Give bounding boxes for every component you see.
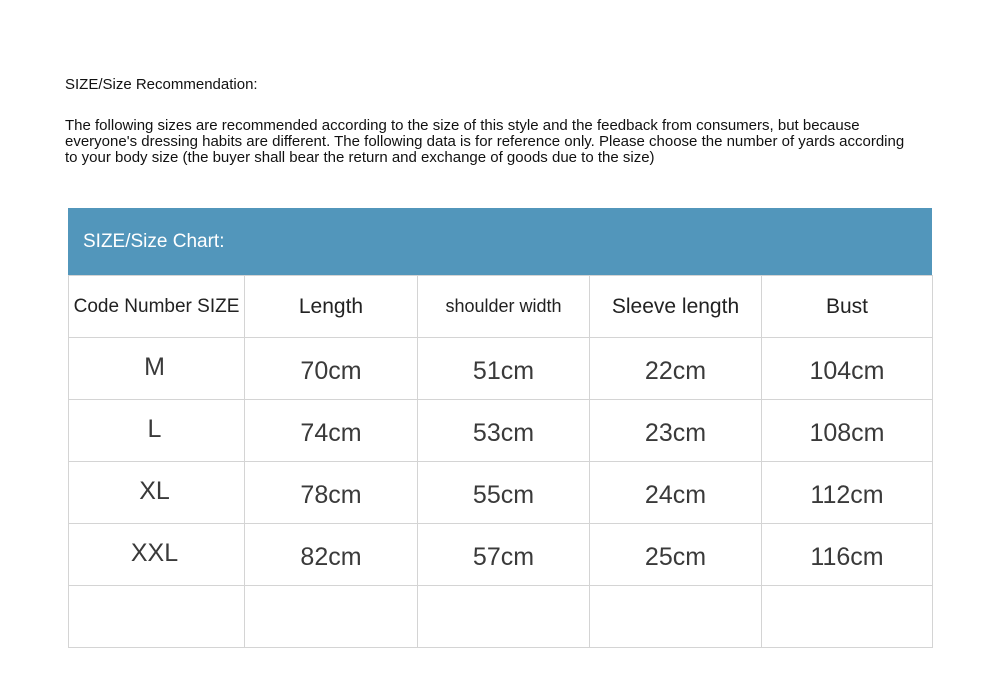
bust-cell [762,462,933,524]
shoulder-width-cell [418,400,590,462]
column-header-length: Length [245,276,418,338]
size-code: XL [139,477,170,505]
size-chart-header [68,208,932,275]
recommendation-text: The following sizes are recommended according to the size of this style and the feedback from consumers, but because everyone's dressing habits are different. The following data is for reference only. Please choose the number of yards according to your body size (the buyer shall bear the return and exchange of goods due to the size) [65,117,905,166]
size-code-cell [69,338,245,400]
size-code: M [144,353,165,381]
size-code-cell [69,524,245,586]
sleeve-length-cell [590,462,762,524]
column-header-bust: Bust [762,276,933,338]
table-row [69,338,933,400]
size-code: XXL [130,539,179,567]
shoulder-width-cell [418,462,590,524]
column-header-sleeve-length: Sleeve length [590,276,762,338]
bust-value: 108cm [809,419,885,447]
length-cell [245,338,418,400]
length-cell [245,462,418,524]
empty-cell [418,586,590,648]
sleeve-length-value: 23cm [644,419,707,447]
sleeve-length-cell [590,400,762,462]
empty-cell [590,586,762,648]
bust-value: 104cm [809,357,885,385]
length-cell [245,524,418,586]
shoulder-width-value: 55cm [472,481,535,509]
column-header-shoulder-width: shoulder width [418,276,590,338]
bust-cell [762,338,933,400]
bust-value: 116cm [810,543,884,571]
sleeve-length-cell [590,338,762,400]
length-value: 78cm [300,481,362,509]
empty-cell [762,586,933,648]
bust-cell [762,524,933,586]
size-code: L [147,415,162,443]
length-value: 82cm [300,543,362,571]
length-value: 74cm [300,419,362,447]
length-value: 70cm [300,357,362,385]
table-row [69,400,933,462]
size-chart [68,208,932,648]
sleeve-length-value: 22cm [644,357,707,385]
sleeve-length-cell [590,524,762,586]
empty-cell [69,586,245,648]
shoulder-width-value: 51cm [472,357,535,385]
empty-table-row [69,586,933,648]
shoulder-width-value: 57cm [472,543,535,571]
recommendation-title: SIZE/Size Recommendation: [65,76,258,93]
size-code-cell [69,462,245,524]
size-code-cell [69,400,245,462]
sleeve-length-value: 25cm [644,543,707,571]
column-header-code: Code Number SIZE [69,276,245,338]
shoulder-width-value: 53cm [472,419,535,447]
sleeve-length-value: 24cm [644,481,707,509]
size-table [68,275,933,648]
table-row [69,462,933,524]
bust-value: 112cm [810,481,884,509]
shoulder-width-cell [418,524,590,586]
bust-cell [762,400,933,462]
shoulder-width-cell [418,338,590,400]
table-row [69,524,933,586]
length-cell [245,400,418,462]
empty-cell [245,586,418,648]
size-chart-title: SIZE/Size Chart: [83,230,225,252]
table-header-row [69,276,933,338]
